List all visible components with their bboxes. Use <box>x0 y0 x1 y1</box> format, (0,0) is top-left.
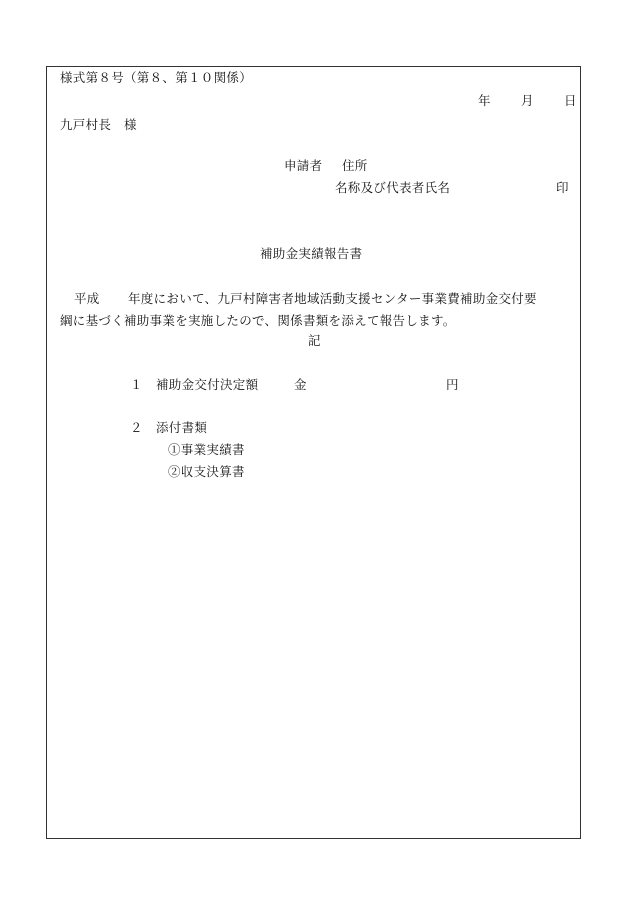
date-day: 日 <box>564 93 577 108</box>
document-title: 補助金実績報告書 <box>260 246 363 261</box>
date-year: 年 <box>478 93 491 108</box>
name-label: 名称及び代表者氏名 <box>335 180 451 195</box>
ki-heading: 記 <box>308 333 321 348</box>
attachment-item: ②収支決算書 <box>168 464 245 479</box>
attachment-item: ①事業実績書 <box>168 442 245 457</box>
body-line-1: 年度において、九戸村障害者地域活動支援センター事業費補助金交付要 <box>128 291 537 306</box>
item-2-number: ２ <box>130 420 143 435</box>
seal-mark: 印 <box>556 180 569 195</box>
item-1-number: １ <box>130 377 143 392</box>
item-1-unit: 円 <box>446 377 459 392</box>
item-1-currency-prefix: 金 <box>294 377 307 392</box>
address-label: 住所 <box>342 158 368 173</box>
form-frame <box>46 66 581 839</box>
item-1-label: 補助金交付決定額 <box>156 377 259 392</box>
form-number: 様式第８号（第８、第１０関係） <box>60 70 253 85</box>
body-line-2: 綱に基づく補助事業を実施したので、関係書類を添えて報告します。 <box>60 313 456 328</box>
applicant-label: 申請者 <box>284 158 323 173</box>
date-month: 月 <box>521 93 534 108</box>
body-era: 平成 <box>74 291 100 306</box>
addressee: 九戸村長 様 <box>60 117 137 132</box>
item-2-label: 添付書類 <box>156 420 208 435</box>
